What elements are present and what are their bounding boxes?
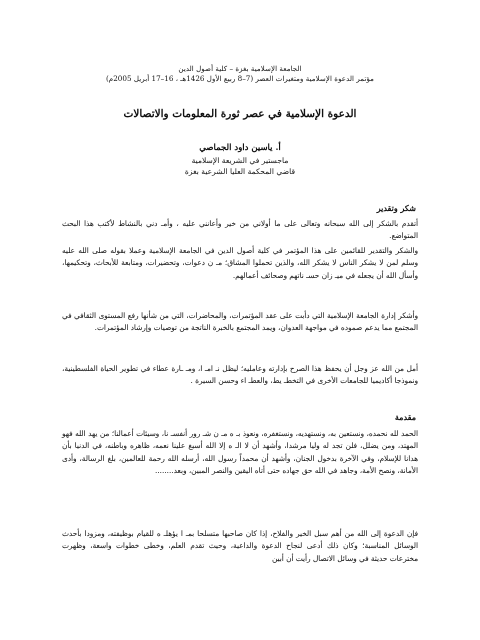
header-conference-line: مؤتمر الدعوة الإسلامية ومتغيرات العصر (7–8 ربيع الأول 1426هـ ، 16–17 أبريل 2005م): [105, 74, 375, 83]
header-university-line: الجامعة الإسلامية بغزة – كلية أصول الدين: [178, 64, 302, 73]
author-name: أ. ياسين داود الجماصي: [199, 143, 281, 153]
paragraph-thanks-1: أتقدم بالشكر إلى الله سبحانه وتعالى على ما أولاني من خير وأعانني عليه ، وأمـ دني بالنشاط لأكتب هذا البحث المتواضع.: [62, 219, 418, 241]
author-block: [120, 143, 360, 178]
paragraph-intro-2: فإن الدعوة إلى الله من أهم سبل الخير والفلاح، إذا كان صاحبها متسلحا بمـ ا يؤهلـ ه للقيام بوظيفته، ومزودا بأحدث الوسائل المناسبة؛ وكان ذلك أدعى لنجاح الدعوة والداعية، وحيث تقدم العلم، وخطى خطوات واسعة، وظهرت مخترعات حديثة في وسائل الاتصال رأيت أن أبين: [62, 529, 418, 563]
paper-title: الدعوة الإسلامية في عصر ثورة المعلومات والاتصالات: [123, 108, 357, 120]
author-degree: ماجستير في الشريعة الإسلامية: [191, 155, 289, 165]
paragraph-thanks-4: أمل من الله عز وجل أن يحفظ هذا الصرح بإدارته وعامليه؛ ليظل نـ امـ ا، ومـ ـارة عطاء في تطوير الحياة الفلسطينية، ونموذجا أكاديميا للجامعات الأخرى في التخطـ يط، والعطـ اء وحسن السيرة .: [62, 364, 418, 386]
paragraph-intro-1: الحمد لله نحمده، ونستعين به، ونستهديه، ونستغفره، ونعوذ بـ ه مـ ن شـ رور أنفسـ نا، وسيئات أعمالنا؛ من يهد الله فهو المهتد، ومن يضلل، فلن تجد له وليا مرشدا، وأشهد أن لا الـ ه إلا الله أسبغ علينا نعمه، ظاهره وباطنه، في الدنيا بأن هدانا للإسلام، وفي الآخرة بدخول الجنان، وأشهد أن محمداً رسول الله، أرسله الله رحمة للعالمين، بلغ الرسالة، وأدى الأمانة، ونصح الأمة، وجاهد في الله حق جهاده حتى أتاه اليقين والنصر المبين، وبعد........: [62, 429, 418, 476]
paragraph-thanks-2: والشكر والتقدير للقائمين على هذا المؤتمر في كلية أصول الدين في الجامعة الإسلامية وعملا بقوله صلى الله عليه وسلم لمن لا يشكر الناس لا يشكر الله، والذين تحملوا المشاق؛ مـ ن دعوات، وتحضيرات، ومتابعة للأبحاث، وتحكيمها، وأسأل الله أن يجعله في ميـ زان حسـ ناتهم وصحائف أعمالهم.: [62, 246, 418, 280]
author-position: قاضي المحكمة العليا الشرعية بغزة: [184, 167, 296, 176]
section-heading-thanks: شكر وتقدير: [376, 203, 416, 213]
document-header: [60, 64, 420, 84]
paragraph-thanks-3: وأشكر إدارة الجامعة الإسلامية التي دأبت على عقد المؤتمرات، والمحاضرات، التي من شأنها رفع المستوى الثقافي في المجتمع مما يدعم صموده في مواجهة العدوان، ويمد المجتمع بالخبرة الناتجة من توصيات وإرشاد المؤتمرات.: [62, 311, 418, 333]
section-heading-intro: مقدمة: [394, 412, 416, 422]
